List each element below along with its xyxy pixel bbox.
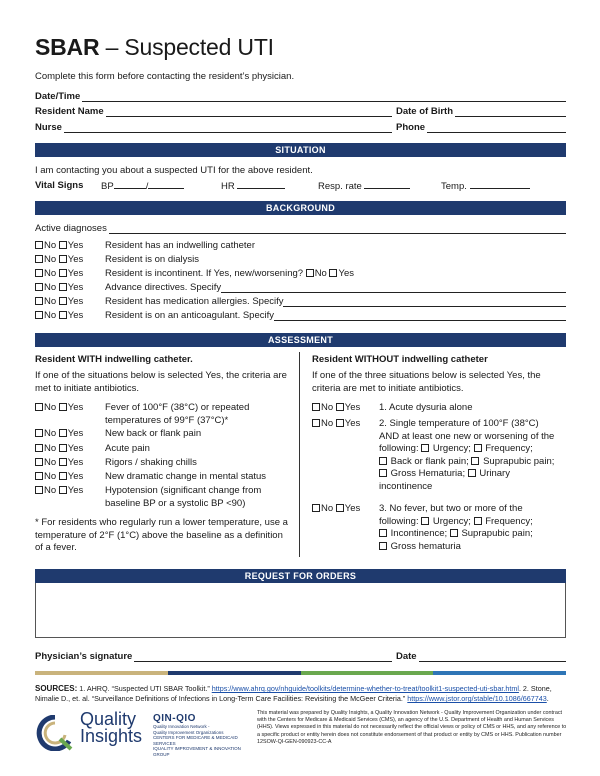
without-row-3-checkboxes xyxy=(312,503,360,514)
nurse-line[interactable] xyxy=(64,123,392,133)
no-label: No xyxy=(44,268,57,279)
source-end: . xyxy=(546,694,549,703)
new-worsening-no-checkbox[interactable] xyxy=(306,269,314,277)
yes-label: Yes xyxy=(67,268,84,279)
with-row-1-checkboxes xyxy=(35,402,83,413)
yes-label: Yes xyxy=(67,282,84,293)
yes-label: Yes xyxy=(67,443,84,454)
yes-label: Yes xyxy=(67,428,84,439)
item2-line-d xyxy=(379,456,569,469)
yes-label: Yes xyxy=(67,457,84,468)
bp-label: BP xyxy=(101,181,114,192)
temp-field[interactable] xyxy=(441,180,530,192)
vital-signs-title: Vital Signs xyxy=(35,180,84,191)
without-catheter-title: Resident WITHOUT indwelling catheter xyxy=(312,354,488,365)
date-time-field[interactable] xyxy=(35,88,566,102)
date-of-birth-line[interactable] xyxy=(455,107,566,117)
incontinence2-label: Incontinence; xyxy=(390,528,448,539)
with-row-6-yes-checkbox[interactable] xyxy=(59,486,67,494)
bg-row-6-text: Resident is on an anticoagulant. Specify xyxy=(105,310,274,321)
with-row-6-no-checkbox[interactable] xyxy=(35,486,43,494)
bg-row-5-checkboxes xyxy=(35,296,83,307)
item3-line-d xyxy=(379,541,569,554)
with-row-1-text: Fever of 100°F (38°C) or repeated temperatures of 99°F (37°C)* xyxy=(105,402,250,426)
no-label: No xyxy=(314,268,327,279)
with-row-5-yes-checkbox[interactable] xyxy=(59,472,67,480)
resident-name-label: Resident Name xyxy=(35,106,104,117)
medication-allergies-line[interactable] xyxy=(283,298,566,307)
incontinence-label: incontinence xyxy=(379,480,433,492)
back-flank-checkbox[interactable] xyxy=(379,457,387,465)
gross-hematuria-checkbox[interactable] xyxy=(379,469,387,477)
date-time-line[interactable] xyxy=(82,92,566,102)
bg-row-2-no-checkbox[interactable] xyxy=(35,255,43,263)
item2-line-e xyxy=(379,468,569,481)
item3-following: following: xyxy=(379,515,419,527)
bg-row-1-no-checkbox[interactable] xyxy=(35,241,43,249)
cms-disclaimer: This material was prepared by Quality Insights, a Quality Innovation Network - Quality Improvement Organization under contract with the Centers for Medicare & Medicaid Services (CMS), an agency of the U.S. Department of Health and Human Services (HHS). Views expressed in this material do not necessarily reflect the official views or policy of CMS or HHS, and any reference to a specific product or entity herein does not constitute endorsement of that product or entity by CMS or HHS. Publication number 12SOW-QI-GEN-090923-CC-A xyxy=(257,710,567,745)
without-row-3-yes-checkbox[interactable] xyxy=(336,504,344,512)
bg-row-4-field[interactable] xyxy=(105,282,566,293)
phone-label: Phone xyxy=(396,122,426,133)
gross-hematuria-label: Gross Hematuria; xyxy=(390,468,466,479)
source-2-link[interactable]: https://www.jstor.org/stable/10.1086/667743 xyxy=(407,694,547,703)
with-row-3-text: Acute pain xyxy=(105,443,150,454)
without-row-2-checkboxes xyxy=(312,418,360,429)
without-row-1-yes-checkbox[interactable] xyxy=(336,403,344,411)
without-row-2-text xyxy=(379,418,569,493)
physician-signature-label: Physician’s signature xyxy=(35,651,133,662)
request-for-orders-header: REQUEST FOR ORDERS xyxy=(35,569,566,583)
with-row-1-no-checkbox[interactable] xyxy=(35,403,43,411)
no-label: No xyxy=(44,485,57,496)
bp-systolic-line[interactable] xyxy=(114,180,146,189)
yes-label: Yes xyxy=(67,485,84,496)
bp-slash: / xyxy=(145,181,149,192)
temp-line[interactable] xyxy=(470,180,530,189)
qin-line-4: IQUALITY IMPROVEMENT & INNOVATION GROUP xyxy=(153,746,241,757)
with-row-2-checkboxes xyxy=(35,428,83,439)
bg-row-3-label: Resident is incontinent. If Yes, new/worsening? xyxy=(105,268,304,279)
background-header: BACKGROUND xyxy=(35,201,566,215)
with-row-1-yes-checkbox[interactable] xyxy=(59,403,67,411)
no-label: No xyxy=(44,471,57,482)
without-row-1-text: 1. Acute dysuria alone xyxy=(379,402,473,413)
incontinence2-checkbox[interactable] xyxy=(379,529,387,537)
signature-date-line[interactable] xyxy=(419,652,566,662)
advance-directives-line[interactable] xyxy=(221,284,566,293)
with-row-4-text: Rigors / shaking chills xyxy=(105,457,197,468)
date-time-label: Date/Time xyxy=(35,91,81,102)
resp-rate-line[interactable] xyxy=(364,180,410,189)
no-label: No xyxy=(44,282,57,293)
no-label: No xyxy=(44,457,57,468)
suprapubic2-label: Suprapubic pain; xyxy=(461,528,533,539)
no-label: No xyxy=(321,402,334,413)
bg-row-1-checkboxes xyxy=(35,240,83,251)
quality-insights-logo-text xyxy=(80,711,142,745)
bg-row-4-no-checkbox[interactable] xyxy=(35,283,43,291)
item2-following: following: xyxy=(379,443,419,454)
stripe-blue xyxy=(433,671,566,675)
bp-field[interactable] xyxy=(101,180,184,192)
bg-row-6-checkboxes xyxy=(35,310,83,321)
urinary-incontinence-checkbox[interactable] xyxy=(468,469,476,477)
with-row-5-checkboxes xyxy=(35,471,83,482)
suprapubic-checkbox[interactable] xyxy=(471,457,479,465)
urgency-label: Urgency; xyxy=(432,443,471,454)
with-catheter-intro: If one of the situations below is selected Yes, the criteria are met to initiate antibiotics. xyxy=(35,370,287,394)
bp-diastolic-line[interactable] xyxy=(148,180,184,189)
with-row-5-no-checkbox[interactable] xyxy=(35,472,43,480)
with-row-5-text: New dramatic change in mental status xyxy=(105,471,267,482)
without-row-1-checkboxes xyxy=(312,402,360,413)
physician-signature-line[interactable] xyxy=(134,652,392,662)
phone-field[interactable] xyxy=(396,119,566,133)
with-row-2-text: New back or flank pain xyxy=(105,428,202,439)
anticoagulant-line[interactable] xyxy=(274,312,566,321)
with-row-4-yes-checkbox[interactable] xyxy=(59,458,67,466)
resp-rate-field[interactable] xyxy=(318,180,410,192)
frequency-label: Frequency; xyxy=(485,443,533,454)
no-label: No xyxy=(44,296,57,307)
gross-hematuria2-checkbox[interactable] xyxy=(379,542,387,550)
bg-row-3-no-checkbox[interactable] xyxy=(35,269,43,277)
qin-line-1: Quality Innovation Network - xyxy=(153,724,210,729)
bg-row-4-checkboxes xyxy=(35,282,83,293)
with-catheter-title: Resident WITH indwelling catheter. xyxy=(35,354,193,365)
physician-signature-field[interactable] xyxy=(35,648,392,662)
bg-row-3-text xyxy=(105,268,354,279)
footer-color-stripes xyxy=(35,671,566,675)
situation-text: I am contacting you about a suspected UTI for the above resident. xyxy=(35,165,313,176)
without-row-2-yes-checkbox[interactable] xyxy=(336,419,344,427)
resident-name-field[interactable] xyxy=(35,103,392,117)
without-row-3-no-checkbox[interactable] xyxy=(312,504,320,512)
bg-row-5-text: Resident has medication allergies. Specify xyxy=(105,296,284,307)
hr-label: HR xyxy=(221,181,235,192)
urgency2-label: Urgency; xyxy=(432,515,471,527)
qin-qio-logo xyxy=(153,713,241,757)
without-row-3-text xyxy=(379,503,569,553)
frequency2-checkbox[interactable] xyxy=(474,517,482,525)
bg-row-3-checkboxes xyxy=(35,268,83,279)
with-row-4-checkboxes xyxy=(35,457,83,468)
bg-row-5-yes-checkbox[interactable] xyxy=(59,297,67,305)
no-label: No xyxy=(44,240,57,251)
yes-label: Yes xyxy=(344,402,361,413)
assessment-header: ASSESSMENT xyxy=(35,333,566,347)
back-flank-label: Back or flank pain; xyxy=(390,455,469,467)
with-row-3-checkboxes xyxy=(35,443,83,454)
frequency2-label: Frequency; xyxy=(485,515,533,527)
signature-date-field[interactable] xyxy=(396,648,566,662)
bg-row-2-yes-checkbox[interactable] xyxy=(59,255,67,263)
resp-rate-label: Resp. rate xyxy=(318,181,362,192)
with-row-3-yes-checkbox[interactable] xyxy=(59,444,67,452)
stripe-gold xyxy=(35,671,168,675)
title-bold: SBAR xyxy=(35,34,100,60)
quality-insights-logo-icon xyxy=(36,715,74,751)
no-label: No xyxy=(44,310,57,321)
sources-citation xyxy=(35,684,566,704)
logo-line-1: Quality xyxy=(80,709,137,729)
hr-field[interactable] xyxy=(221,180,285,192)
item2-line-b: AND at least one new or worsening of the xyxy=(379,430,555,442)
active-diagnoses-label: Active diagnoses xyxy=(35,223,107,234)
without-catheter-intro: If one of the three situations below is selected Yes, the criteria are met to initiate antibiotics. xyxy=(312,370,541,394)
without-row-2-no-checkbox[interactable] xyxy=(312,419,320,427)
yes-label: Yes xyxy=(67,471,84,482)
title-rest: – Suspected UTI xyxy=(99,34,274,60)
without-row-1-no-checkbox[interactable] xyxy=(312,403,320,411)
phone-line[interactable] xyxy=(427,123,566,133)
stripe-navy xyxy=(168,671,301,675)
bg-row-5-no-checkbox[interactable] xyxy=(35,297,43,305)
qin-line-3: CENTERS FOR MEDICARE & MEDICAID SERVICES xyxy=(153,735,238,746)
bg-row-3-yes-checkbox[interactable] xyxy=(59,269,67,277)
sources-label: SOURCES: xyxy=(35,684,78,693)
temp-label: Temp. xyxy=(441,181,467,192)
with-row-3-no-checkbox[interactable] xyxy=(35,444,43,452)
orders-textarea[interactable] xyxy=(35,583,566,638)
urgency2-checkbox[interactable] xyxy=(421,517,429,525)
yes-label: Yes xyxy=(67,310,84,321)
logo-line-2: Insights xyxy=(80,726,143,746)
suprapubic-label: Suprapubic pain; xyxy=(483,455,555,467)
with-row-6-checkboxes xyxy=(35,485,83,496)
date-of-birth-label: Date of Birth xyxy=(396,106,453,117)
no-label: No xyxy=(44,428,57,439)
with-row-2-no-checkbox[interactable] xyxy=(35,429,43,437)
no-label: No xyxy=(44,254,57,265)
with-row-4-no-checkbox[interactable] xyxy=(35,458,43,466)
urgency-checkbox[interactable] xyxy=(421,444,429,452)
new-worsening-yes-checkbox[interactable] xyxy=(329,269,337,277)
item2-line-c xyxy=(379,443,569,456)
suprapubic2-checkbox[interactable] xyxy=(450,529,458,537)
no-label: No xyxy=(44,443,57,454)
hr-line[interactable] xyxy=(237,180,285,189)
yes-label: Yes xyxy=(338,268,354,279)
source-1-text: 1. AHRQ. “Suspected UTI SBAR Toolkit.” xyxy=(77,684,212,693)
gross-hematuria2-label: Gross hematuria xyxy=(390,540,461,552)
nurse-field[interactable] xyxy=(35,119,392,133)
resident-name-line[interactable] xyxy=(106,107,392,117)
no-label: No xyxy=(321,503,334,514)
situation-header: SITUATION xyxy=(35,143,566,157)
urinary-label: Urinary xyxy=(479,468,510,479)
bg-row-4-text: Advance directives. Specify xyxy=(105,282,222,293)
stripe-green xyxy=(301,671,434,675)
bg-row-2-text: Resident is on dialysis xyxy=(105,254,199,265)
fever-footnote: * For residents who regularly run a lower temperature, use a temperature of 2°F (1°C) above the baseline as a definition of a fever. xyxy=(35,517,288,553)
yes-label: Yes xyxy=(344,503,361,514)
bg-row-2-checkboxes xyxy=(35,254,83,265)
bg-row-6-field[interactable] xyxy=(105,310,566,321)
item3-line-a: 3. No fever, but two or more of the xyxy=(379,503,523,514)
yes-label: Yes xyxy=(344,418,361,429)
source-1-link[interactable]: https://www.ahrq.gov/nhguide/toolkits/determine-whether-to-treat/toolkit1-suspected-uti-sbar.html xyxy=(211,684,519,693)
source-2-text: . 2. Stone, Nimalie D., et. al. “Surveillance Definitions of Infections in Long-Term Care Facilities: Revisiting the McGeer Criteria.” xyxy=(35,684,552,703)
intro-text: Complete this form before contacting the resident’s physician. xyxy=(35,71,295,82)
date-of-birth-field[interactable] xyxy=(396,103,566,117)
assessment-divider xyxy=(299,352,300,557)
bg-row-1-yes-checkbox[interactable] xyxy=(59,241,67,249)
no-label: No xyxy=(44,402,57,413)
item3-line-c xyxy=(379,528,569,541)
nurse-label: Nurse xyxy=(35,122,62,133)
no-label: No xyxy=(321,418,334,429)
with-row-2-yes-checkbox[interactable] xyxy=(59,429,67,437)
yes-label: Yes xyxy=(67,240,84,251)
active-diagnoses-line[interactable] xyxy=(109,224,566,234)
qin-line-2: Quality Improvement Organizations xyxy=(153,729,224,735)
bg-row-4-yes-checkbox[interactable] xyxy=(59,283,67,291)
item3-line-b xyxy=(379,516,569,529)
item2-line-a: 2. Single temperature of 100°F (38°C) xyxy=(379,418,539,429)
qin-qio-abbr: QIN-QIO xyxy=(153,713,196,724)
bg-row-6-yes-checkbox[interactable] xyxy=(59,311,67,319)
yes-label: Yes xyxy=(67,296,84,307)
page-title xyxy=(35,34,274,61)
bg-row-1-text: Resident has an indwelling catheter xyxy=(105,240,255,251)
vital-signs-label xyxy=(35,180,83,191)
frequency-checkbox[interactable] xyxy=(474,444,482,452)
signature-date-label: Date xyxy=(396,651,417,662)
yes-label: Yes xyxy=(67,402,84,413)
with-row-6-text: Hypotension (significant change from baseline BP or a systolic BP <90) xyxy=(105,485,262,509)
bg-row-6-no-checkbox[interactable] xyxy=(35,311,43,319)
bg-row-5-field[interactable] xyxy=(105,296,566,307)
yes-label: Yes xyxy=(67,254,84,265)
active-diagnoses-field[interactable] xyxy=(35,220,566,234)
